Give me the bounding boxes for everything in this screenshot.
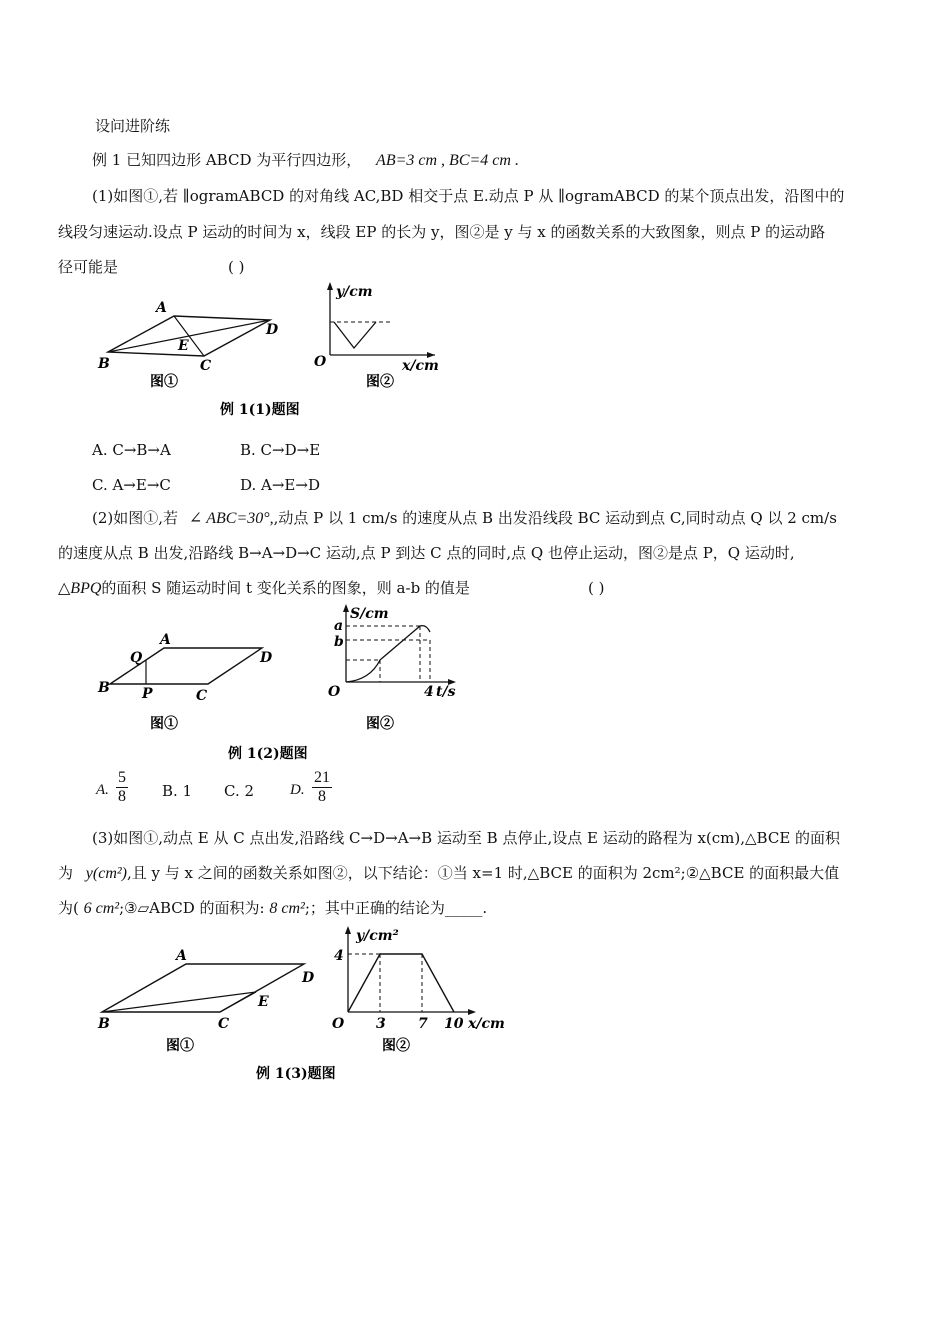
part2-option-b: B. 1: [162, 782, 193, 800]
part2-option-a-prefix: A.: [96, 782, 109, 798]
part2-line2: 的速度从点 B 出发,沿路线 B→A→D→C 运动,点 P 到达 C 点的同时,点 Q 也停止运动，图②是点 P，Q 运动时,: [58, 544, 795, 562]
part3-label-d: D: [302, 970, 315, 986]
part1-line3: 径可能是: [58, 258, 119, 276]
part1-line1: (1)如图①,若 ∥ogramABCD 的对角线 AC,BD 相交于点 E.动点 P 从 ∥ogramABCD 的某个顶点出发，沿图中的: [92, 187, 845, 205]
part3-tick-x10: 10: [444, 1016, 464, 1032]
part2-option-a-num: 5: [118, 769, 126, 786]
part1-label-e: E: [178, 338, 189, 354]
part1-line2: 线段匀速运动.设点 P 运动的时间为 x，线段 EP 的长为 y，图②是 y 与 x 的函数关系的大致图象，则点 P 的运动路: [58, 223, 826, 241]
part1-figures: [90, 278, 460, 428]
part2-label-c: C: [196, 688, 208, 704]
given-math: AB=3 cm , BC=4 cm .: [376, 152, 519, 169]
part2-label-a-val: a: [334, 618, 344, 634]
part2-label-p: P: [142, 686, 153, 702]
part2-figures: [90, 600, 470, 768]
part2-figure-caption: 例 1(2)题图: [228, 746, 308, 762]
part2-option-d-prefix: D.: [290, 782, 305, 798]
part2-line1: [92, 508, 837, 529]
part2-line3-text: 的面积 S 随运动时间 t 变化关系的图象，则 a-b 的值是: [101, 579, 470, 597]
part1-fig2-caption: 图②: [366, 374, 394, 390]
part3-line1: (3)如图①,动点 E 从 C 点出发,沿路线 C→D→A→B 运动至 B 点停止,设点 E 运动的路程为 x(cm),△BCE 的面积: [92, 829, 841, 847]
part3-y-arrow: [345, 926, 351, 934]
part1-option-d: D. A→E→D: [240, 476, 320, 494]
part2-line1-b: ,动点 P 以 1 cm/s 的速度从点 B 出发沿线段 BC 运动到点 C,同时动点 Q 以 2 cm/s: [273, 509, 837, 527]
part1-label-b: B: [98, 356, 110, 372]
part2-x-label: t/s: [436, 684, 456, 700]
part3-segment-ce: [220, 992, 256, 1012]
part2-option-d-fraction: [312, 769, 332, 806]
part3-line2-math: y(cm²): [85, 865, 128, 882]
part1-option-a: A. C→B→A: [92, 441, 171, 459]
part3-fig2-caption: 图②: [382, 1038, 410, 1054]
part2-fig2-caption: 图②: [366, 716, 394, 732]
part1-label-c: C: [200, 358, 212, 374]
part3-x-label: x/cm: [468, 1016, 505, 1032]
part2-tick-4: 4: [424, 684, 434, 700]
part1-figure-caption: 例 1(1)题图: [220, 402, 300, 418]
part2-graph-curve: [346, 626, 430, 682]
part2-option-c: C. 2: [224, 782, 255, 800]
part3-line2-a: 为: [58, 864, 74, 882]
part2-origin: O: [328, 684, 341, 700]
part3-figure-caption: 例 1(3)题图: [256, 1066, 336, 1082]
part1-x-label: x/cm: [402, 358, 439, 374]
part2-option-d-den: 8: [318, 788, 326, 805]
part2-label-b: B: [98, 680, 110, 696]
part1-label-a: A: [156, 300, 167, 316]
part2-y-label: S/cm: [350, 606, 389, 622]
part2-line1-math: ∠ ABC=30°,: [188, 510, 274, 527]
part3-label-e: E: [258, 994, 269, 1010]
part2-line1-a: (2)如图①,若: [92, 509, 179, 527]
heading: 设问进阶练: [95, 117, 171, 135]
part1-label-d: D: [266, 322, 279, 338]
part3-line3-a: 为(: [58, 899, 79, 917]
part3-line3-c: ;；其中正确的结论为_____.: [304, 899, 488, 917]
part3-line2-b: ,且 y 与 x 之间的函数关系如图②，以下结论：①当 x=1 时,△BCE 的面积为 2cm²;②△BCE 的面积最大值: [127, 864, 840, 882]
part1-origin: O: [314, 354, 327, 370]
part2-option-a-fraction: [116, 769, 128, 806]
part1-y-label: y/cm: [336, 284, 373, 300]
part2-fig1-caption: 图①: [150, 716, 178, 732]
part2-label-d: D: [260, 650, 273, 666]
part1-paren: ( ): [228, 258, 245, 276]
part3-graph-trapezoid: [348, 954, 454, 1012]
part3-line3-b: ;③▱ABCD 的面积为:: [119, 899, 265, 917]
part3-tick-y4: 4: [334, 948, 344, 964]
part1-option-b: B. C→D→E: [240, 441, 321, 459]
part3-line3-math2: 8 cm²: [269, 900, 305, 917]
part2-paren: ( ): [588, 579, 605, 597]
part2-label-q: Q: [130, 650, 143, 666]
part2-line3-math: △BPQ: [58, 580, 102, 597]
part1-option-c: C. A→E→C: [92, 476, 171, 494]
part3-label-c: C: [218, 1016, 230, 1032]
part3-tick-x3: 3: [376, 1016, 386, 1032]
part2-option-a-den: 8: [118, 788, 126, 805]
part3-fig1-caption: 图①: [166, 1038, 194, 1054]
part3-origin: O: [332, 1016, 345, 1032]
example-intro: [92, 150, 519, 171]
part3-label-b: B: [98, 1016, 110, 1032]
part3-x-arrow: [468, 1009, 476, 1015]
part3-line3: [58, 898, 487, 919]
part3-label-a: A: [176, 948, 187, 964]
part1-fig1-caption: 图①: [150, 374, 178, 390]
part2-label-a: A: [160, 632, 171, 648]
part3-y-label: y/cm²: [356, 928, 399, 944]
part2-line3: [58, 578, 470, 599]
part2-y-arrow: [343, 604, 349, 612]
part3-line3-math1: 6 cm²: [83, 900, 120, 917]
part1-graph-curve: [334, 322, 376, 348]
part3-figures: [90, 920, 520, 1090]
part2-label-b-val: b: [334, 634, 344, 650]
part3-line2: [58, 863, 839, 884]
part3-segment-be: [102, 992, 256, 1012]
example-intro-text: 例 1 已知四边形 ABCD 为平行四边形，: [92, 151, 362, 169]
part3-parallelogram: [102, 964, 304, 1012]
part3-tick-x7: 7: [418, 1016, 428, 1032]
part1-y-arrow: [327, 282, 333, 290]
part2-option-d-num: 21: [314, 769, 330, 786]
